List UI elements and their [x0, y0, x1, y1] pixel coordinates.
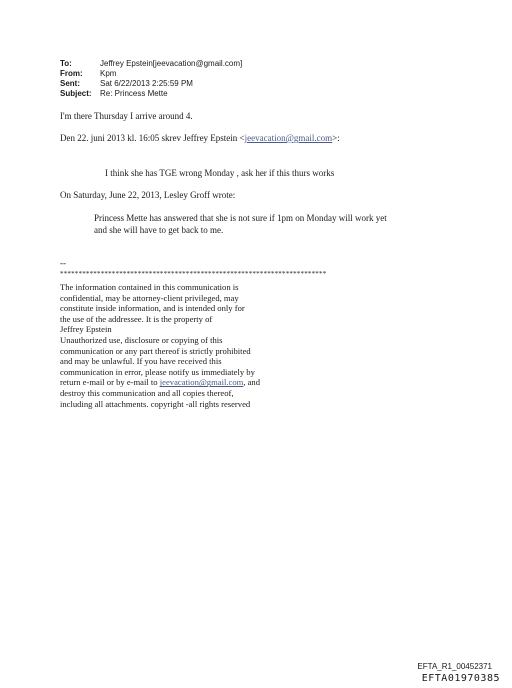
- notice-line: including all attachments. copyright -all rights reserved: [60, 398, 251, 409]
- notice-line: communication in error, please notify us immediately by: [60, 366, 255, 377]
- notice-line: destroy this communication and all copies thereof,: [60, 387, 234, 398]
- subject-label: Subject:: [60, 89, 92, 98]
- quoted-line-epstein: I think she has TGE wrong Monday , ask her if this thurs works: [105, 168, 335, 178]
- notice-line: confidential, may be attorney-client privileged, may: [60, 292, 239, 303]
- quote1-email-link[interactable]: jeevacation@gmail.com: [244, 133, 333, 143]
- sent-label: Sent:: [60, 79, 80, 88]
- confidentiality-notice: [60, 282, 260, 409]
- sent-value: Sat 6/22/2013 2:25:59 PM: [100, 79, 193, 88]
- notice-line-return: [60, 377, 260, 388]
- quote1-prefix: Den 22. juni 2013 kl. 16:05 skrev Jeffrey Epstein <: [60, 133, 245, 143]
- to-row: [60, 59, 242, 69]
- bates-number-1: EFTA_R1_00452371: [417, 662, 492, 671]
- notice-line: the use of the addressee. It is the property of: [60, 313, 213, 324]
- subject-value: Re: Princess Mette: [100, 89, 168, 98]
- return-prefix: return e-mail or by e-mail to: [60, 377, 160, 388]
- subject-row: [60, 89, 242, 99]
- notice-line: and may be unlawful. If you have received this: [60, 356, 222, 367]
- notice-line: Unauthorized use, disclosure or copying of this: [60, 334, 223, 345]
- notice-line: The information contained in this communication is: [60, 282, 239, 292]
- email-header: [60, 59, 242, 99]
- from-row: [60, 69, 242, 79]
- to-label: To:: [60, 59, 72, 68]
- to-value: Jeffrey Epstein[jeevacation@gmail.com]: [100, 59, 243, 68]
- sent-row: [60, 79, 242, 89]
- from-value: Kpm: [100, 69, 117, 78]
- return-suffix: , and: [243, 377, 261, 388]
- from-label: From:: [60, 69, 83, 78]
- notice-line: Jeffrey Epstein: [60, 324, 112, 335]
- quoted-line-groff-1: Princess Mette has answered that she is not sure if 1pm on Monday will work yet: [94, 213, 387, 223]
- bates-number-2: EFTA01970385: [421, 673, 500, 684]
- reply-line: I'm there Thursday I arrive around 4.: [60, 111, 193, 121]
- quote-header-1: [60, 133, 340, 144]
- signature-separator: --: [60, 258, 66, 268]
- notice-line: communication or any part thereof is strictly prohibited: [60, 345, 251, 356]
- signature-stars: ************************************************************************: [60, 270, 327, 278]
- quote-header-2: On Saturday, June 22, 2013, Lesley Groff wrote:: [60, 190, 236, 200]
- quote1-suffix: >:: [332, 133, 340, 143]
- notice-line: constitute inside information, and is intended only for: [60, 303, 245, 314]
- return-email-link[interactable]: jeevacation@gmail.com: [159, 377, 244, 388]
- quoted-line-groff-2: and she will have to get back to me.: [94, 225, 224, 235]
